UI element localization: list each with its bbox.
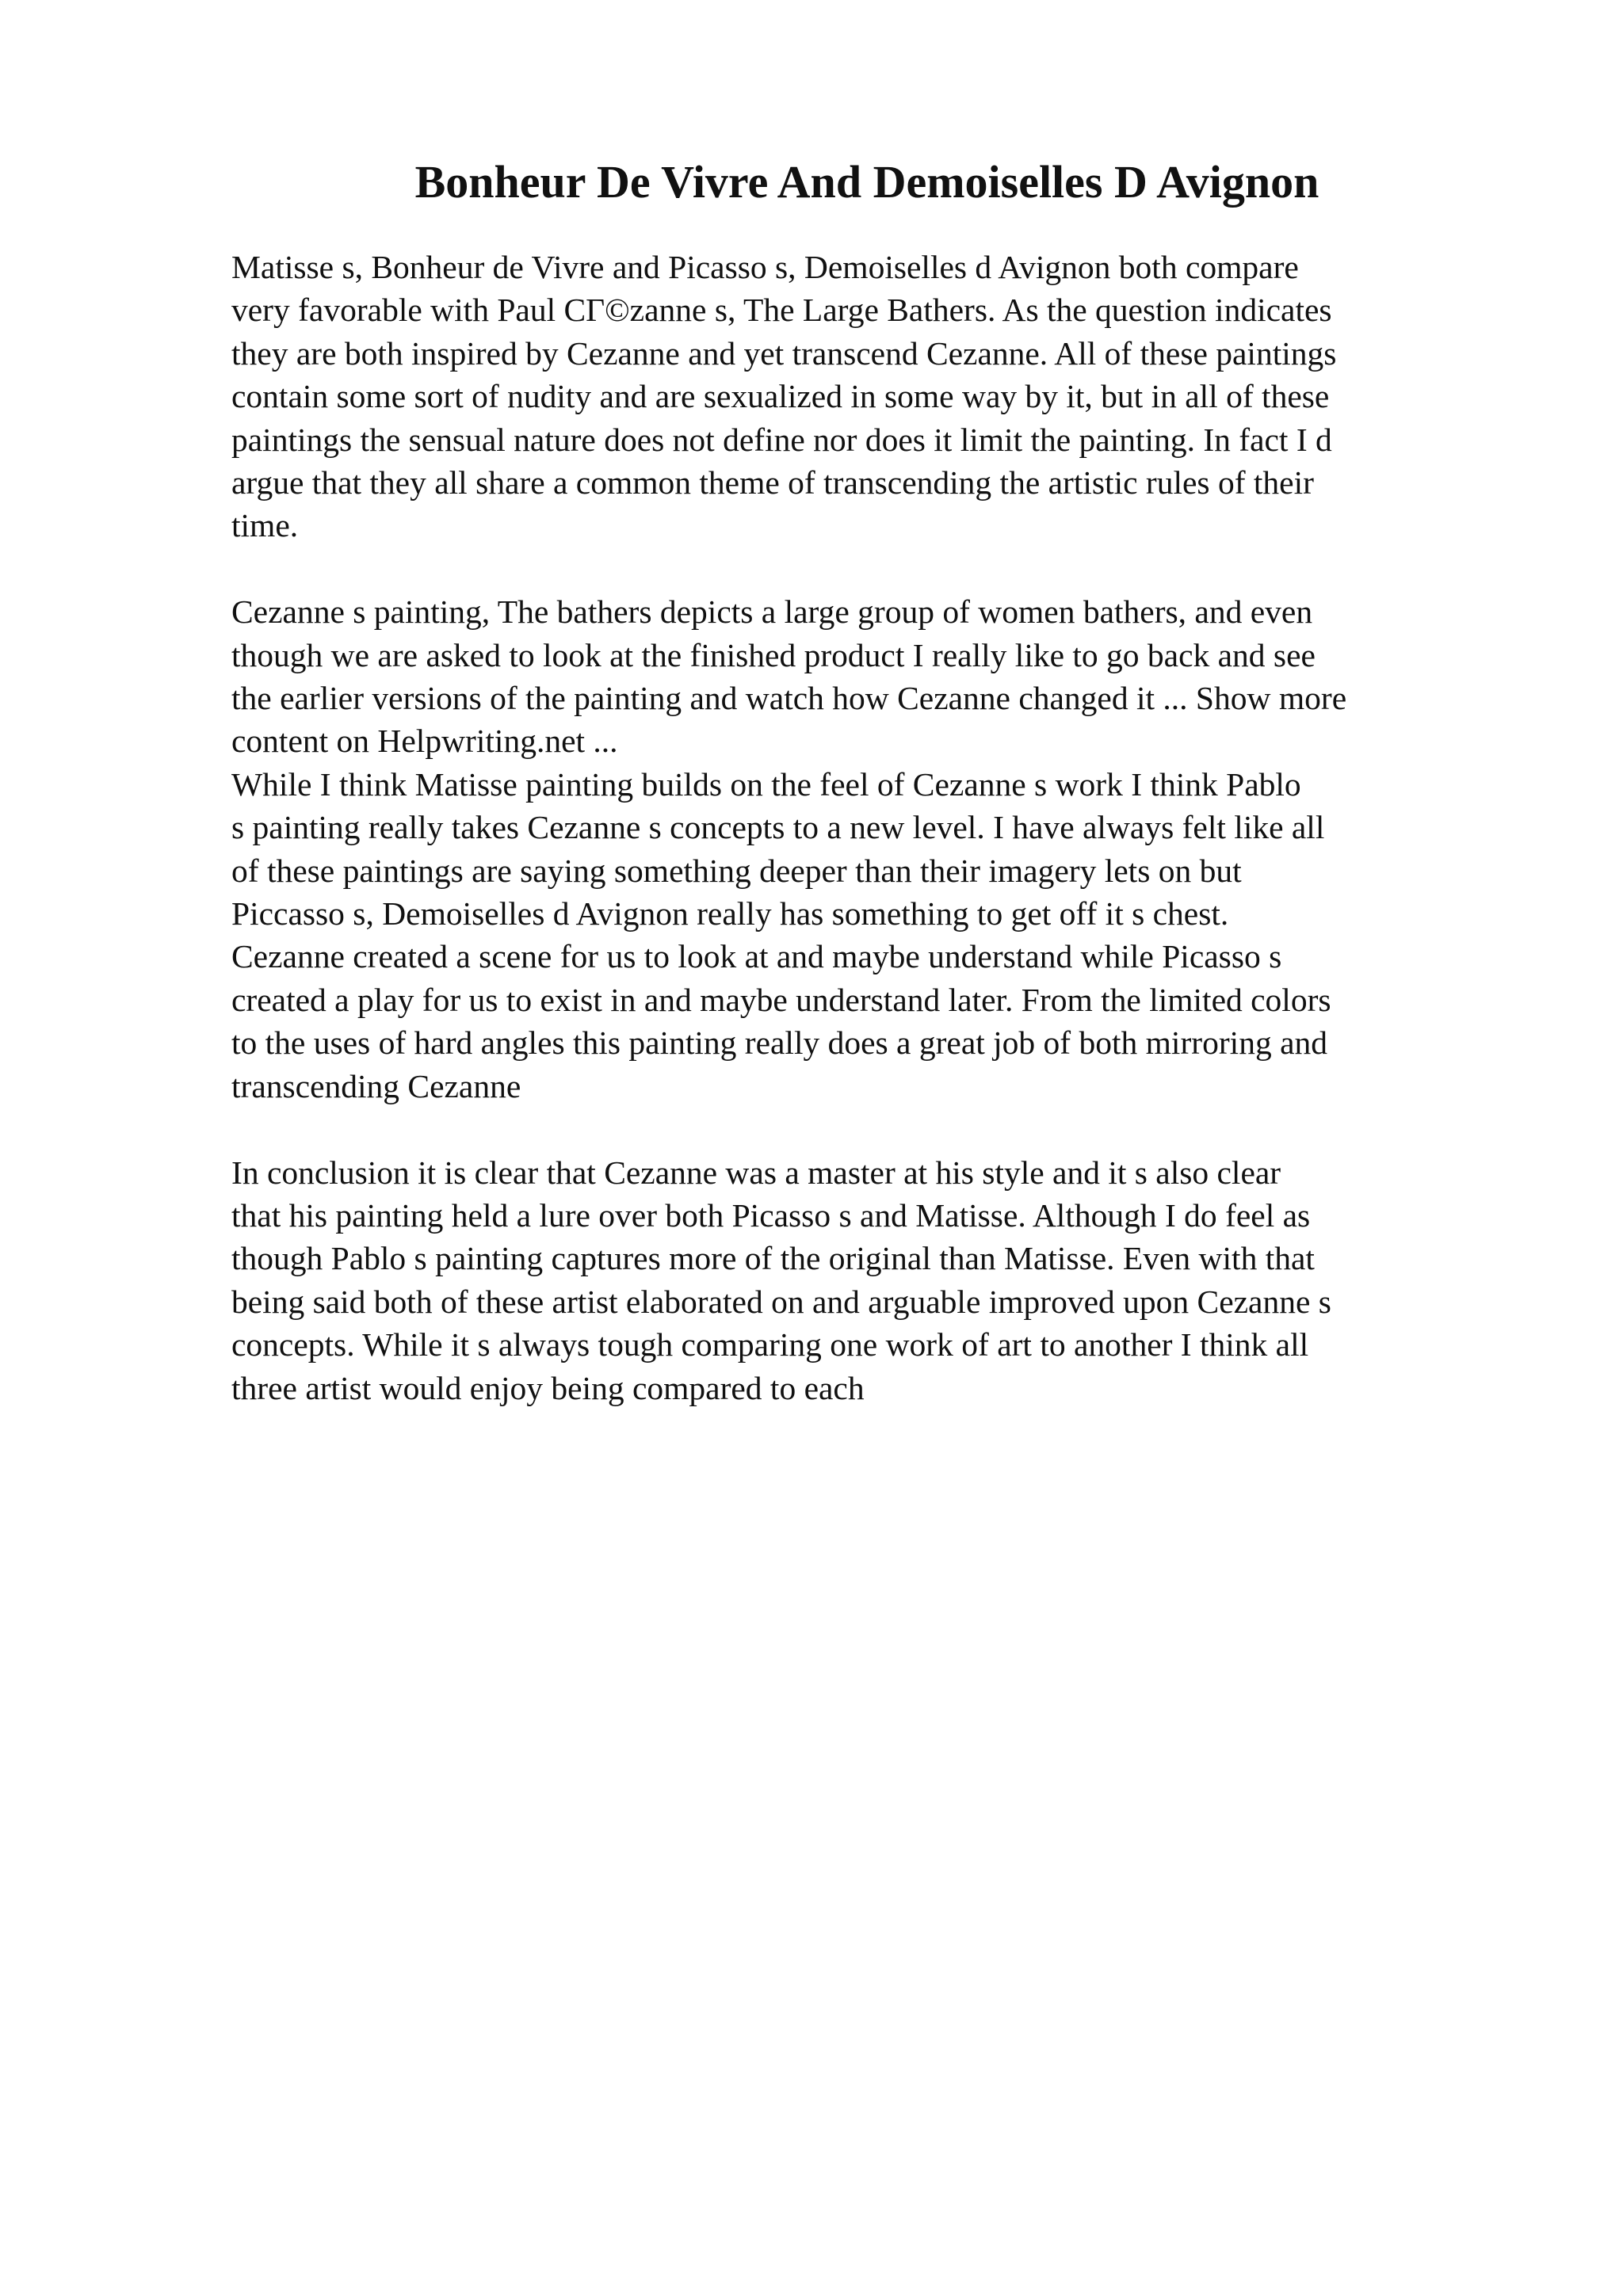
document-body [231,246,1515,1409]
document-title: Bonheur De Vivre And Demoiselles D Avignon [414,156,1319,208]
text-line: content on Helpwriting.net ... [231,723,618,760]
text-line: contain some sort of nudity and are sexualized in some way by it, but in all of these [231,378,1330,415]
text-line: argue that they all share a common theme of transcending the artistic rules of their [231,464,1314,502]
text-line: that his painting held a lure over both Picasso s and Matisse. Although I do feel as [231,1196,1311,1234]
paragraph-intro [231,246,1515,547]
text-line: very favorable with Paul CГ©zanne s, The Large Bathers. As the question indicates [231,292,1332,329]
text-line: Cezanne s painting, The bathers depicts a large group of women bathers, and even [231,593,1313,631]
text-line: While I think Matisse painting builds on the feel of Cezanne s work I think Pablo [231,765,1301,803]
text-line: concepts. While it s always tough comparing one work of art to another I think all [231,1326,1309,1363]
text-line: created a play for us to exist in and maybe understand later. From the limited colors [231,981,1331,1018]
paragraph-spacer [231,547,1515,590]
text-line: being said both of these artist elaborated on and arguable improved upon Cezanne s [231,1283,1331,1320]
paragraph-comparison [231,763,1515,1108]
text-line: Matisse s, Bonheur de Vivre and Picasso s, Demoiselles d Avignon both compare [231,249,1299,285]
text-line: Piccasso s, Demoiselles d Avignon really has something to get off it s chest. [231,895,1229,933]
paragraph-spacer [231,1108,1515,1150]
text-line: three artist would enjoy being compared to each [231,1369,865,1406]
text-line: paintings the sensual nature does not define nor does it limit the painting. In fact I d [231,421,1332,458]
text-line: transcending Cezanne [231,1067,521,1104]
text-line: though Pablo s painting captures more of the original than Matisse. Even with that [231,1240,1315,1277]
paragraph-conclusion [231,1151,1515,1409]
text-line: the earlier versions of the painting and watch how Cezanne changed it ... Show more [231,680,1347,717]
text-line: In conclusion it is clear that Cezanne was a master at his style and it s also clear [231,1154,1281,1191]
paragraph-bathers [231,590,1515,763]
text-line: though we are asked to look at the finished product I really like to go back and see [231,636,1316,673]
text-line: to the uses of hard angles this painting really does a great job of both mirroring and [231,1024,1327,1062]
text-line: Cezanne created a scene for us to look at and maybe understand while Picasso s [231,938,1282,975]
text-line: they are both inspired by Cezanne and yet transcend Cezanne. All of these paintings [231,334,1337,372]
text-line: of these paintings are saying something deeper than their imagery lets on but [231,852,1242,889]
text-line: time. [231,507,299,544]
text-line: s painting really takes Cezanne s concepts to a new level. I have always felt like all [231,809,1325,846]
